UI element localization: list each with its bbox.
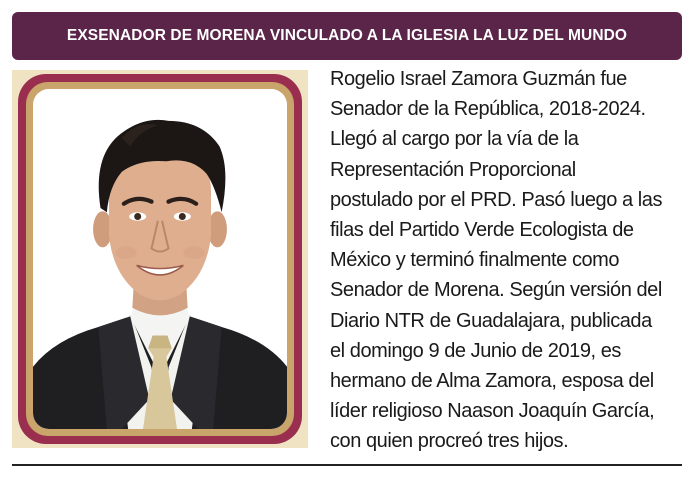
bio-line: postulado por el PRD. Pasó luego a las: [330, 188, 663, 211]
bio-line: con quien procreó tres hijos.: [330, 430, 569, 453]
bio-line: hermano de Alma Zamora, esposa del: [330, 370, 654, 393]
bio-line: Senador de Morena. Según versión del: [330, 279, 662, 302]
bio-line: Senador de la República, 2018-2024.: [330, 98, 646, 121]
bio-line: Llegó al cargo por la vía de la: [330, 128, 579, 151]
frame-outer-border: [18, 74, 302, 444]
bio-line: México y terminó finalmente como: [330, 249, 620, 272]
bio-line: Representación Proporcional: [330, 158, 576, 181]
portrait-photo: [33, 89, 287, 429]
frame-middle-border: [26, 82, 294, 436]
photo-container: [33, 89, 287, 429]
bio-line: líder religioso Naason Joaquín García,: [330, 400, 655, 423]
bio-line: Rogelio Israel Zamora Guzmán fue: [330, 68, 627, 90]
header-title: EXSENADOR DE MORENA VINCULADO A LA IGLESIA LA LUZ DEL MUNDO: [66, 27, 628, 44]
header-banner: [12, 12, 682, 60]
bio-paragraph: [330, 64, 690, 457]
photo-frame: [12, 70, 308, 448]
bio-line: Diario NTR de Guadalajara, publicada: [330, 309, 652, 332]
bio-line: filas del Partido Verde Ecologista de: [330, 219, 634, 242]
bottom-divider: [12, 464, 682, 466]
bio-line: el domingo 9 de Junio de 2019, es: [330, 339, 621, 362]
